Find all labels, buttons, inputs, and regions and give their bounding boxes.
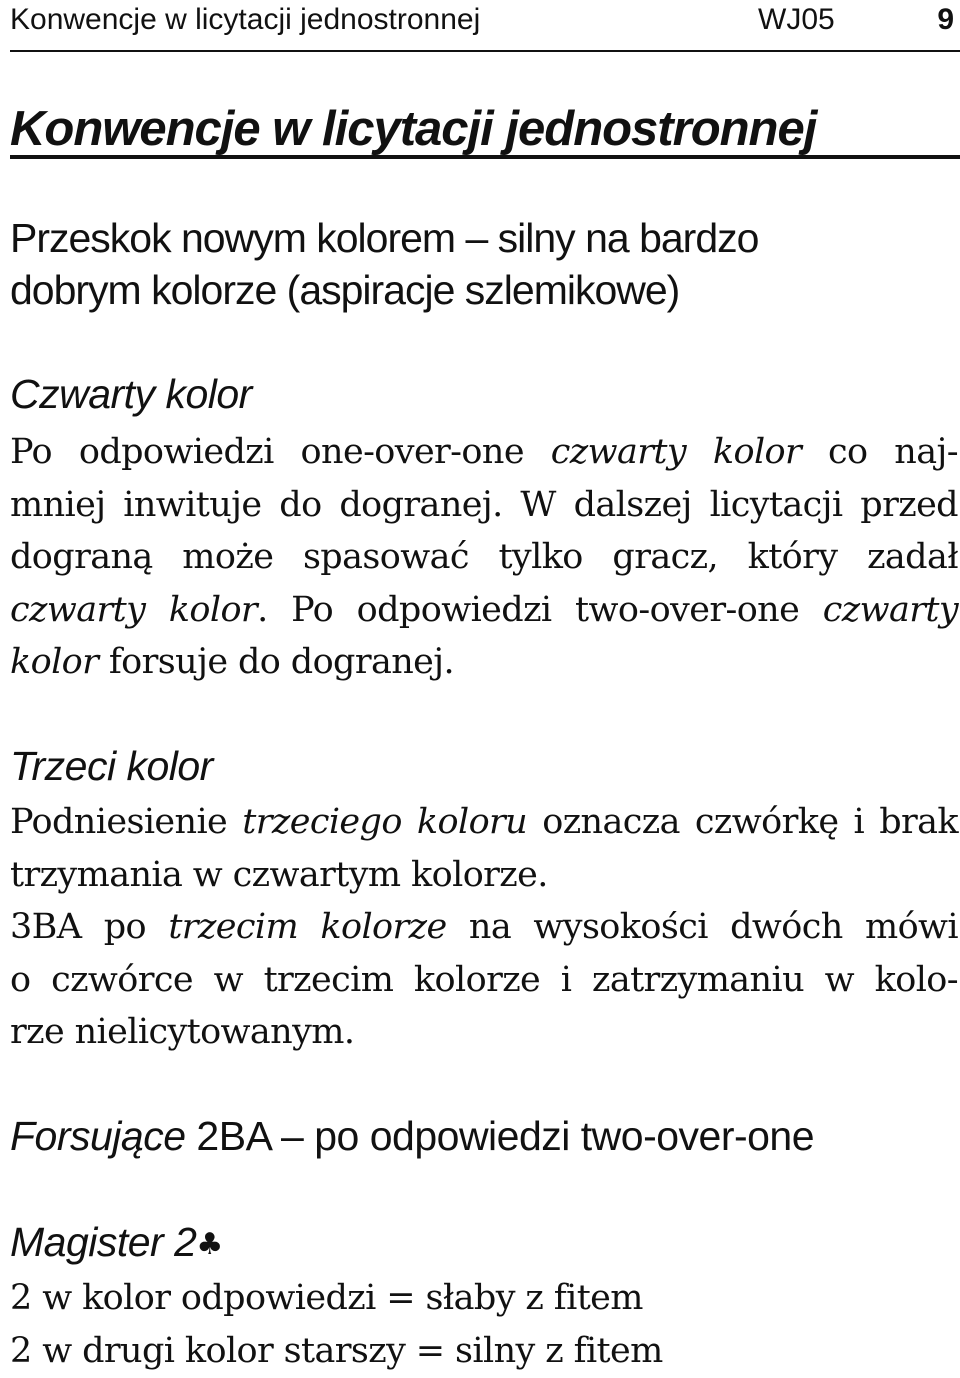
paragraph-line: 2 w kolor odpowiedzi = słaby z fitem <box>10 1278 643 1318</box>
page-number: 9 <box>937 3 954 36</box>
document-code: WJ05 <box>758 3 835 36</box>
paragraph-line: dograną może spasować tylko gracz, który zadał <box>10 537 958 577</box>
document-page <box>10 0 960 1371</box>
section-title <box>10 212 758 316</box>
club-suit-icon: ♣ <box>196 1227 223 1262</box>
subheading-magister-2-clubs <box>10 1216 223 1271</box>
paragraph-line: 3BA po trzecim kolorze na wysokości dwóch mówi <box>10 907 958 947</box>
section-title-line: Przeskok nowym kolorem – silny na bardzo <box>10 215 759 261</box>
paragraph-line: rze nielicytowanym. <box>10 1012 355 1052</box>
paragraph-line: kolor forsuje do dogranej. <box>10 642 455 682</box>
forsujace-rest: 2BA – po odpowiedzi two-over-one <box>196 1113 815 1159</box>
paragraph-line: Podniesienie trzeciego koloru oznacza czwórkę i brak <box>10 802 959 842</box>
section-title-line: dobrym kolorze (aspiracje szlemikowe) <box>10 267 680 313</box>
paragraph-trzeci-kolor <box>10 796 958 1059</box>
paragraph-line: o czwórce w trzecim kolorze i zatrzymaniu w kolo- <box>10 959 958 1000</box>
paragraph-czwarty-kolor <box>10 426 958 689</box>
header-divider <box>10 50 960 52</box>
subheading-trzeci-kolor: Trzeci kolor <box>10 743 213 789</box>
paragraph-magister <box>10 1272 958 1377</box>
subheading-czwarty-kolor: Czwarty kolor <box>10 371 252 417</box>
paragraph-line: 2 w drugi kolor starszy = silny z fitem <box>10 1330 663 1371</box>
running-header <box>10 0 960 40</box>
chapter-title: Konwencje w licytacji jednostronnej <box>10 102 817 156</box>
paragraph-line: mniej inwituje do dogranej. W dalszej licytacji przed <box>10 484 958 525</box>
paragraph-line: czwarty kolor. Po odpowiedzi two-over-one czwarty <box>10 589 959 630</box>
subheading-forsujace-2ba <box>10 1110 814 1162</box>
chapter-title-underline <box>10 155 960 159</box>
paragraph-line: trzymania w czwartym kolorze. <box>10 854 548 895</box>
running-title: Konwencje w licytacji jednostronnej <box>10 3 481 36</box>
paragraph-line: Po odpowiedzi one-over-one czwarty kolor co naj- <box>10 432 958 472</box>
forsujace-label: Forsujące <box>10 1113 186 1159</box>
magister-label: Magister 2 <box>10 1219 197 1265</box>
